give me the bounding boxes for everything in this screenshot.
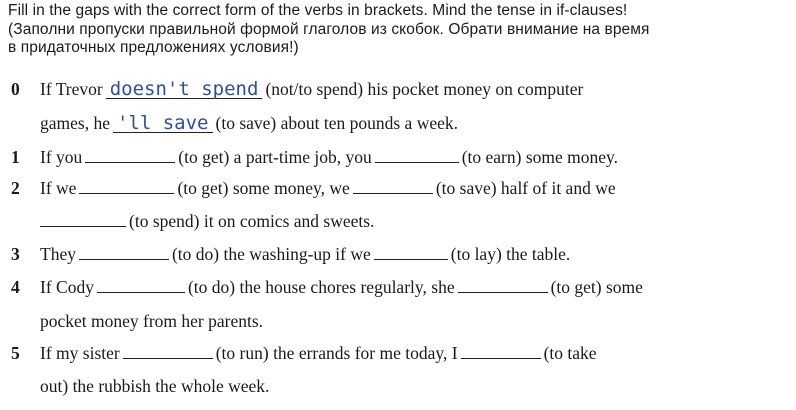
answer-blank[interactable] bbox=[85, 148, 175, 163]
item-text: They bbox=[40, 244, 76, 264]
answer-blank[interactable] bbox=[458, 278, 548, 293]
answer-blank[interactable] bbox=[40, 212, 126, 227]
exercise-item-0-continued bbox=[40, 112, 796, 134]
instruction-line-2: (Заполни пропуски правильной формой глаголов из скобок. Обрати внимание на время bbox=[8, 20, 650, 38]
item-text: games, he bbox=[40, 113, 110, 133]
answer-blank[interactable] bbox=[123, 344, 213, 359]
answer-blank[interactable] bbox=[461, 344, 541, 359]
item-text: (to lay) the table. bbox=[450, 244, 571, 264]
item-text: (to get) some money, we bbox=[177, 178, 350, 198]
item-text: (not/to spend) his pocket money on computer bbox=[265, 79, 584, 99]
exercise-item-5-continued bbox=[40, 375, 796, 397]
item-number: 2 bbox=[11, 178, 20, 198]
item-text: If we bbox=[40, 178, 77, 198]
exercise-item-3 bbox=[11, 243, 781, 265]
answer-blank[interactable] bbox=[374, 245, 448, 260]
item-text: (to get) some bbox=[550, 277, 643, 297]
item-number: 1 bbox=[11, 147, 20, 167]
exercise-item-2 bbox=[11, 177, 781, 199]
instructions bbox=[8, 2, 788, 58]
item-text: out) the rubbish the whole week. bbox=[40, 376, 270, 396]
item-text: If Trevor bbox=[40, 79, 103, 99]
item-text: (to earn) some money. bbox=[461, 147, 619, 167]
answer-blank[interactable] bbox=[375, 148, 459, 163]
item-text: (to do) the house chores regularly, she bbox=[187, 277, 455, 297]
item-text: (to get) a part-time job, you bbox=[178, 147, 372, 167]
item-number: 3 bbox=[11, 244, 20, 264]
instruction-line-3: в придаточных предложениях условия!) bbox=[8, 39, 299, 56]
exercise-item-4 bbox=[11, 276, 781, 298]
item-text: If Cody bbox=[40, 277, 94, 297]
item-text: (to save) about ten pounds a week. bbox=[215, 113, 458, 133]
item-text: If my sister bbox=[40, 343, 120, 363]
exercise-item-2-continued bbox=[40, 210, 796, 232]
item-number: 0 bbox=[11, 79, 20, 99]
item-text: pocket money from her parents. bbox=[40, 311, 264, 331]
exercise-item-0 bbox=[11, 78, 781, 100]
exercise-item-5 bbox=[11, 342, 781, 364]
item-number: 5 bbox=[11, 343, 20, 363]
item-text: (to do) the washing-up if we bbox=[171, 244, 371, 264]
exercise-item-1 bbox=[11, 146, 781, 168]
item-number: 4 bbox=[11, 277, 20, 297]
exercise-item-4-continued bbox=[40, 310, 796, 332]
answer-blank[interactable] bbox=[79, 245, 169, 260]
answer-blank[interactable] bbox=[79, 179, 174, 194]
item-text: (to save) half of it and we bbox=[435, 178, 616, 198]
item-text: (to take bbox=[543, 343, 597, 363]
item-text: If you bbox=[40, 147, 83, 167]
answer-blank[interactable] bbox=[353, 179, 433, 194]
example-answer: doesn't spend bbox=[106, 80, 263, 99]
instruction-line-1: Fill in the gaps with the correct form of the verbs in brackets. Mind the tense in if-clauses! bbox=[8, 2, 628, 19]
answer-blank[interactable] bbox=[97, 278, 185, 293]
example-answer: 'll save bbox=[113, 114, 213, 133]
item-text: (to spend) it on comics and sweets. bbox=[129, 211, 375, 231]
item-text: (to run) the errands for me today, I bbox=[215, 343, 458, 363]
